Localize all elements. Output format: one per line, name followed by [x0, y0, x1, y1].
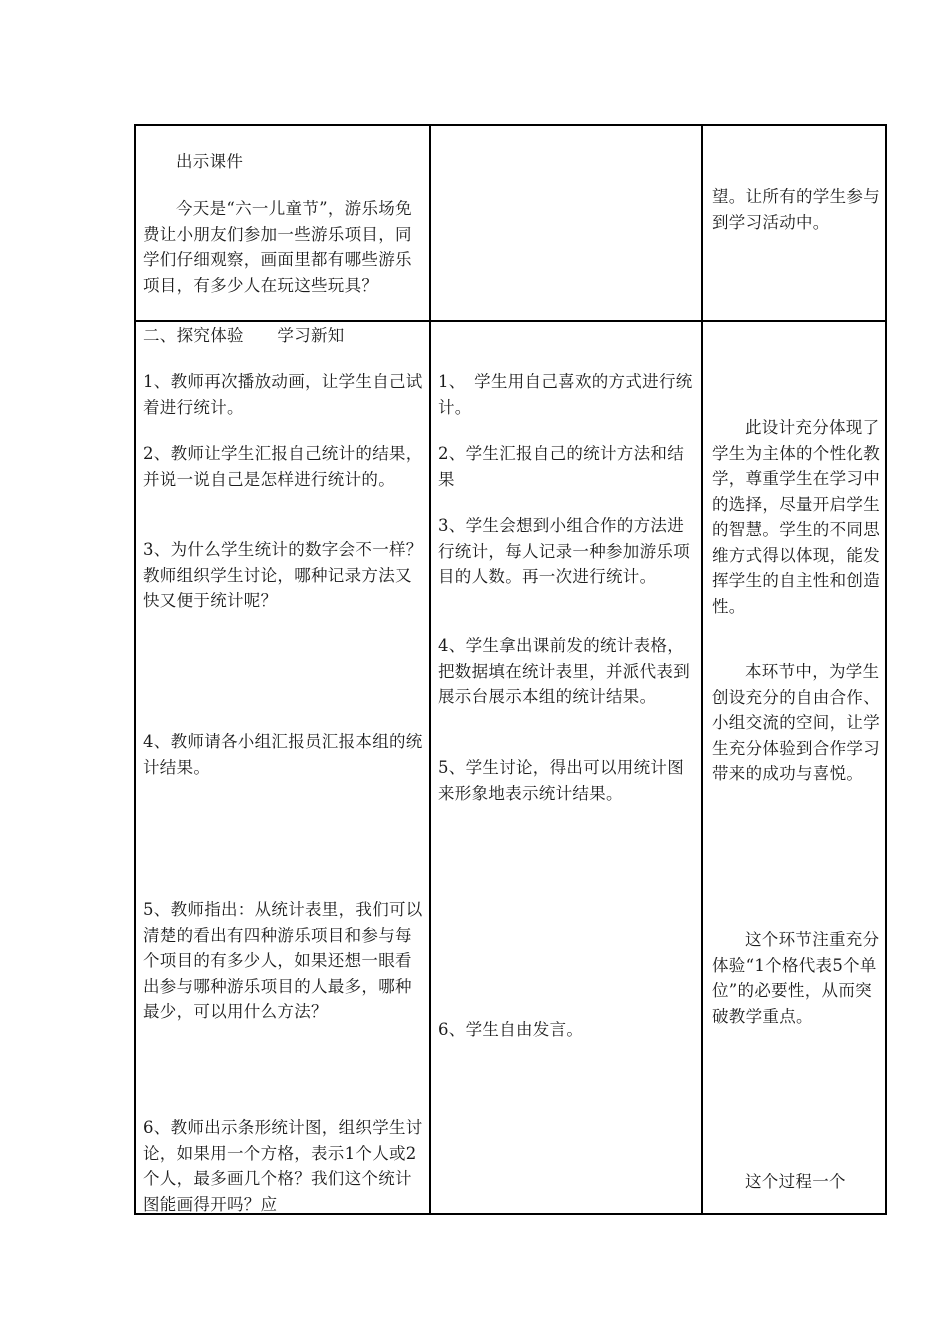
section-heading: 二、探究体验 学习新知	[143, 326, 345, 345]
design-note-1: 此设计充分体现了学生为主体的个性化教学，尊重学生在学习中的选择，尽量开启学生的智慧。学生的不同思维方式得以体现，能发挥学生的自主性和创造性。	[712, 418, 880, 616]
column-divider-2	[701, 124, 703, 1215]
teacher-step-2: 2、教师让学生汇报自己统计的结果，并说一说自己是怎样进行统计的。	[143, 444, 423, 489]
design-note-4: 这个过程一个	[745, 1172, 846, 1191]
student-step-5: 5、学生讨论，得出可以用统计图来形象地表示统计结果。	[438, 758, 684, 803]
teacher-step-6: 6、教师出示条形统计图，组织学生讨论，如果用一个方格，表示1个人或2个人，最多画几个格？我们这个统计图能画得开吗？应	[143, 1118, 423, 1214]
teacher-step-5: 5、教师指出：从统计表里，我们可以清楚的看出有四种游乐项目和参与每个项目的有多少人，如果还想一眼看出参与哪种游乐项目的人最多，哪种最少，可以用什么方法？	[143, 900, 423, 1021]
row1-col1-text-2: 今天是“六一儿童节”，游乐场免费让小朋友们参加一些游乐项目，同学们仔细观察，画面里都有哪些游乐项目，有多少人在玩这些玩具？	[143, 199, 412, 295]
teacher-step-1: 1、教师再次播放动画，让学生自己试着进行统计。	[143, 372, 423, 417]
row1-col1-text-1: 出示课件	[176, 152, 244, 171]
lesson-plan-table	[134, 124, 887, 1215]
teacher-step-3: 3、为什么学生统计的数字会不一样？教师组织学生讨论，哪种记录方法又快又便于统计呢？	[143, 540, 423, 610]
student-step-4: 4、学生拿出课前发的统计表格，把数据填在统计表里，并派代表到展示台展示本组的统计结果。	[438, 636, 690, 706]
design-note-2: 本环节中，为学生创设充分的自由合作、小组交流的空间，让学生充分体验到合作学习带来的成功与喜悦。	[712, 662, 880, 783]
design-note-3: 这个环节注重充分体验“1个格代表5个单位”的必要性，从而突破教学重点。	[712, 930, 880, 1026]
table-right-border	[885, 124, 887, 1215]
column-divider-1	[429, 124, 431, 1215]
student-step-1: 1、 学生用自己喜欢的方式进行统计。	[438, 372, 693, 417]
table-top-border	[134, 124, 887, 126]
student-step-6: 6、学生自由发言。	[438, 1020, 584, 1039]
teacher-step-4: 4、教师请各小组汇报员汇报本组的统计结果。	[143, 732, 423, 777]
student-step-3: 3、学生会想到小组合作的方法进行统计，每人记录一种参加游乐项目的人数。再一次进行统计。	[438, 516, 690, 586]
row1-col3-text-1: 望。让所有的学生参与到学习活动中。	[712, 187, 880, 232]
student-step-2: 2、学生汇报自己的统计方法和结果	[438, 444, 684, 489]
table-left-border	[134, 124, 136, 1215]
row-divider	[134, 320, 887, 322]
